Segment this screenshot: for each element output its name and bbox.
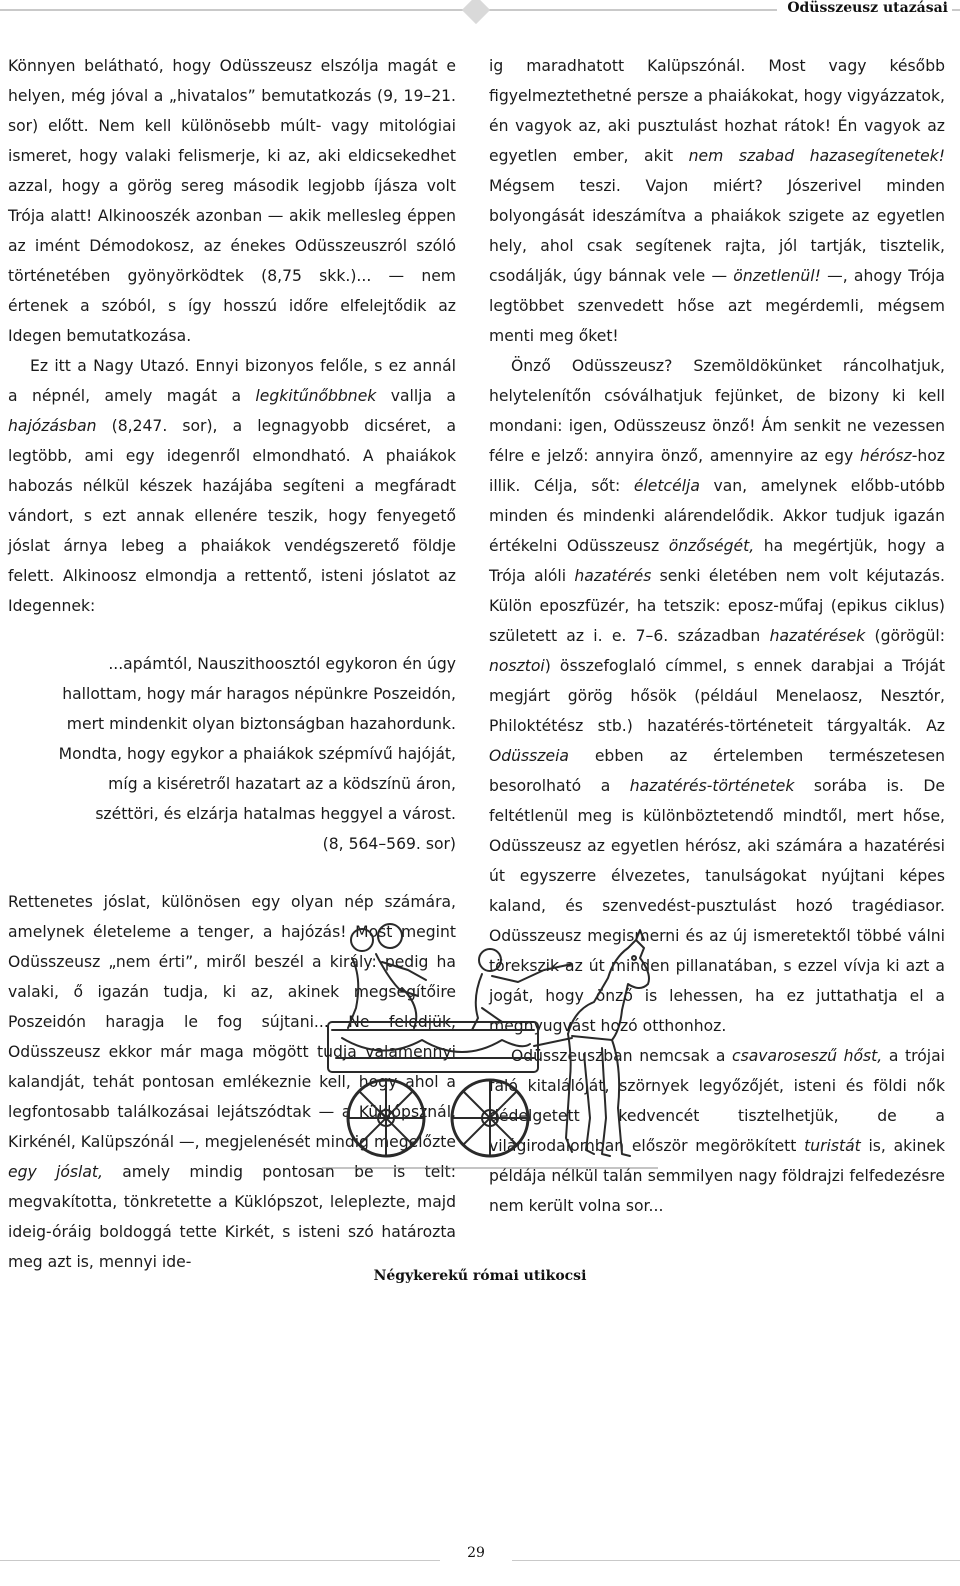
running-title: Odüsszeusz utazásai bbox=[777, 0, 952, 16]
figure-caption: Négykerekű római utikocsi bbox=[373, 1268, 587, 1284]
verse-line: széttöri, és elzárja hatalmas heggyel a várost. bbox=[95, 805, 456, 823]
verse-line: hallottam, hogy már haragos népünkre Poszeidón, bbox=[62, 685, 456, 703]
verse-line: ...apámtól, Nauszithoosztól egykoron én úgy bbox=[108, 655, 456, 673]
verse-line: mert mindenkit olyan biztonságban hazahordunk. bbox=[66, 715, 456, 733]
roman-carriage-illustration bbox=[322, 918, 658, 1256]
verse-line: míg a kiséretről hazatart az a ködszínü áron, bbox=[108, 775, 456, 793]
paragraph: Odüsszeuszban nemcsak a csavaroseszű hőst, a trójai faló kitalálóját, szörnyek legyőzőjét, isteni és földi nők dédelgetett kedvencét tisztelhetjük, de a világirodalomban először megörökített turistát is, akinek példája nélkül talán semmilyen nagy földrajzi felfedezésre nem került volna sor... bbox=[489, 1047, 945, 1215]
header-diamond-ornament bbox=[462, 0, 490, 24]
paragraph: Rettenetes jóslat, különösen egy olyan nép számára, amelynek életeleme a tenger, a hajózás! Most megint Odüsszeusz „nem érti”, miről beszél a király: pedig ha valaki, ő igazán tudja, ki az, akinek megsegítőire Poszeidón haragja le fog sújtani... Ne feledjük, Odüsszeusz ekkor már maga mögött tudja valamennyi kalandját, tehát pontosan emlékeznie kell, hogy ahol a legfontosabb találkozásai lejátszódtak — a Küklópsznál, Kirkénél, Kalüpszónál —, megjelenését mindig megelőzte egy jóslat, amely mindig pontosan be is telt: megvakította, tönkretette a Küklópszot, leleplezte, majd ideig-óráig boldoggá tette Kirkét, s isteni szó határozta meg azt is, mennyi ide- bbox=[8, 893, 456, 1271]
page-number: 29 bbox=[440, 1545, 512, 1561]
paragraph: Önző Odüsszeusz? Szemöldökünket ráncolhatjuk, helytelenítőn csóválhatjuk fejünket, de bizony ki kell mondani: igen, Odüsszeusz önző! Ám senkit ne vezessen félre e jelző: annyira önző, amennyire az egy hérósz-hoz illik. Célja, sőt: életcélja van, amelynek előbb-utóbb minden és mindenki alárendelődik. Akkor tudjuk igazán értékelni Odüsszeusz önzőségét, ha megértjük, hogy a Trója alóli hazatérés senki életében nem volt kéjutazás. Külön eposzfüzér, ha tetszik: eposz-műfaj (epikus ciklus) született az i. e. 7–6. században hazatérések (görögül: nosztoi) összefoglaló címmel, s ennek darabjai a Tróját megjárt görög hősök (például Menelaosz, Nesztór, Philoktétész stb.) hazatérés-történeteit tárgyalták. Az Odüsszeia ebben az értelemben természetesen besorolható a hazatérés-történetek sorába is. De feltétlenül meg is különböztetendő mindtől, mert hőse, Odüsszeusz az egyetlen hérósz, aki számára a hazatérési út egyszerre élvezetes, tanulságokat nyújtani képes kaland, és szenvedést-pusztulást hozó tragédiasor. Odüsszeusz megismerni és az új ismeretektől többé válni törekszik az út minden pillanatában, s ezzel vívja ki azt a jogát, hogy önző is lehessen, ha ez juttathatja el a megnyugvást hozó otthonhoz. bbox=[489, 357, 945, 1035]
verse-citation: (8, 564–569. sor) bbox=[322, 835, 456, 853]
verse-quote bbox=[8, 649, 456, 859]
paragraph: Könnyen belátható, hogy Odüsszeusz elszólja magát e helyen, még jóval a „hivatalos” bemutatkozás (9, 19–21. sor) előtt. Nem kell különösebb múlt- vagy mitológiai ismeret, hogy valaki felismerje, ki az, aki eldicsekedhet azzal, hogy a görög sereg második legjobb íjásza volt Trója alatt! Alkinooszék azonban — akik mellesleg éppen az imént Démodokosz, az énekes Odüsszeuszról szóló történetében gyönyörködtek (8,75 skk.)... — nem értenek a szóból, s így hosszú időre elfelejtődik az Idegen bemutatkozása. bbox=[8, 57, 456, 345]
paragraph: ig maradhatott Kalüpszónál. Most vagy később figyelmeztethetné persze a phaiákokat, hogy vigyázzatok, én vagyok az, aki pusztulást hozhat rátok! Én vagyok az egyetlen ember, akit nem szabad hazasegítenetek! Mégsem teszi. Vajon miért? Jószerivel minden bolyongását ideszámítva a phaiákok szigete az egyetlen hely, ahol csak segítenek rajta, jól tartják, tisztelik, csodálják, úgy bánnak vele — önzetlenül! —, ahogy Trója legtöbbet szenvedett hőse azt megérdemli, mégsem menti meg őket! bbox=[489, 57, 945, 345]
paragraph: Ez itt a Nagy Utazó. Ennyi bizonyos felőle, s ez annál a népnél, amely magát a legkitűnőbbnek vallja a hajózásban (8,247. sor), a legnagyobb dicséret, a legtöbb, ami egy idegenről elmondható. A phaiákok habozás nélkül készek hazájába segíteni a megfáradt vándort, s ezt annak ellenére teszik, hogy fenyegető jóslat árnya lebeg a phaiákok vendégszerető földje felett. Alkinoosz elmondja a rettentő, isteni jóslatot az Idegennek: bbox=[8, 357, 456, 615]
verse-line: Mondta, hogy egykor a phaiákok szépmívű hajóját, bbox=[58, 745, 456, 763]
